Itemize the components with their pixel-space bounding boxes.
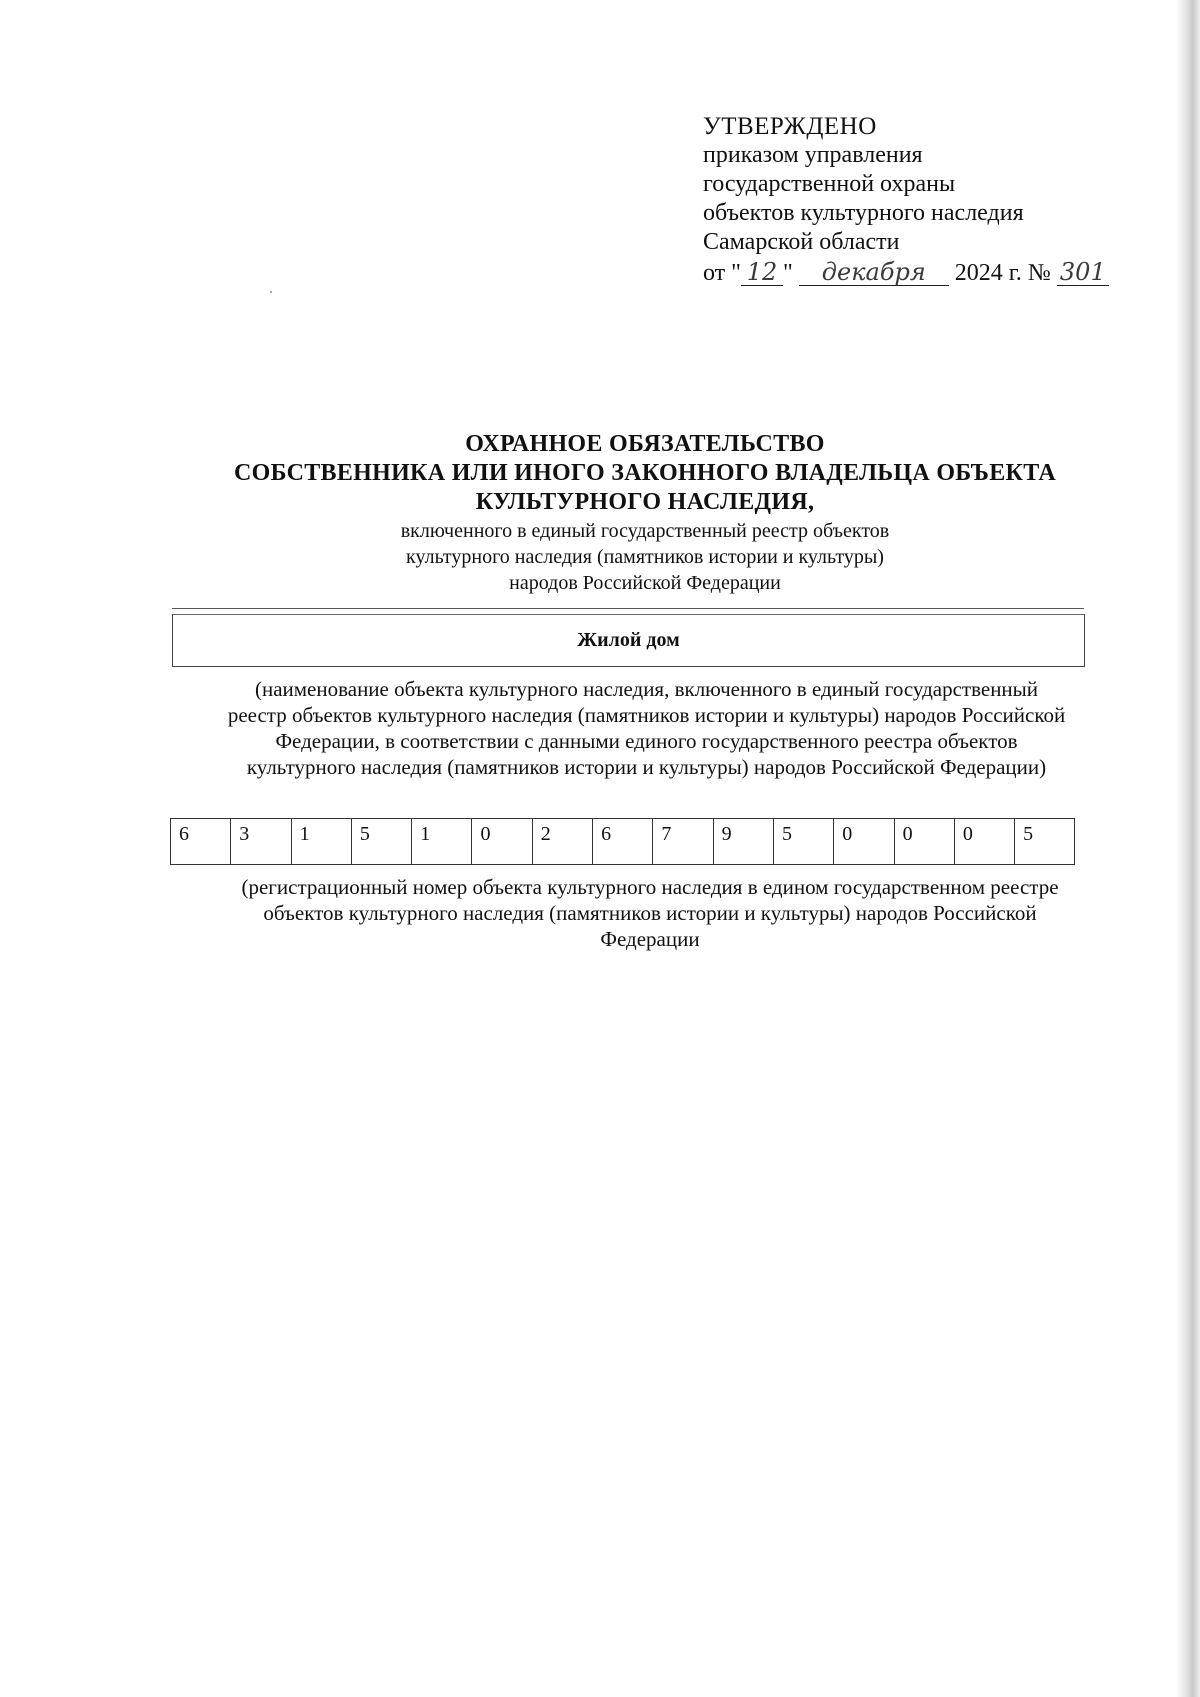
scan-edge (1176, 0, 1200, 1697)
registration-digit: 1 (412, 819, 472, 865)
registration-number-table (170, 818, 1075, 865)
approval-line-4: Самарской области (703, 229, 900, 255)
date-quote: " (782, 260, 793, 286)
registration-digit: 5 (773, 819, 833, 865)
subheading-line-2: культурного наследия (памятников истории и культуры) (406, 546, 884, 568)
approval-title: УТВЕРЖДЕНО (703, 113, 877, 140)
registration-digit: 1 (291, 819, 351, 865)
subheading-line-3: народов Российской Федерации (509, 572, 781, 594)
registration-digit: 2 (532, 819, 592, 865)
handwritten-order-number: 301 (1057, 259, 1109, 286)
registration-digit: 0 (894, 819, 954, 865)
registration-digit: 5 (351, 819, 411, 865)
name-caption-line-4: культурного наследия (памятников истории и культуры) народов Российской Федерации) (246, 755, 1047, 779)
object-name: Жилой дом (577, 629, 680, 651)
registration-digit: 0 (954, 819, 1014, 865)
handwritten-day: 12 (741, 259, 783, 286)
handwritten-month: декабря (799, 259, 949, 286)
heading-line-2: СОБСТВЕННИКА ИЛИ ИНОГО ЗАКОННОГО ВЛАДЕЛЬЦА ОБЪЕКТА (234, 460, 1056, 486)
reg-caption-line-1: (регистрационный номер объекта культурного наследия в едином государственном реестре (241, 875, 1059, 899)
object-name-caption (170, 676, 1123, 780)
date-prefix: от " (703, 260, 741, 286)
registration-digit: 9 (713, 819, 773, 865)
registration-digit: 6 (593, 819, 653, 865)
approval-date-line (703, 259, 1109, 288)
registration-digit: 3 (231, 819, 291, 865)
registration-digit: 0 (472, 819, 532, 865)
approval-line-3: объектов культурного наследия (703, 200, 1024, 226)
heading-line-1: ОХРАННОЕ ОБЯЗАТЕЛЬСТВО (465, 431, 825, 457)
registration-digit: 6 (171, 819, 231, 865)
subheading-line-1: включенного в единый государственный реестр объектов (400, 520, 890, 542)
reg-caption-line-2: объектов культурного наследия (памятников истории и культуры) народов Российской (263, 901, 1037, 925)
object-name-box (172, 614, 1085, 667)
document-subheading (170, 518, 1120, 596)
registration-number-row (171, 819, 1075, 865)
name-caption-line-1: (наименование объекта культурного наследия, включенного в единый государственный (254, 677, 1039, 701)
approval-block (703, 112, 1109, 288)
approval-line-2: государственной охраны (703, 171, 956, 197)
registration-number-caption (175, 874, 1125, 952)
approval-line-1: приказом управления (703, 142, 923, 168)
registration-digit: 0 (834, 819, 894, 865)
reg-caption-line-3: Федерации (600, 927, 700, 951)
registration-digit: 7 (653, 819, 713, 865)
name-caption-line-3: Федерации, в соответствии с данными единого государственного реестра объектов (275, 729, 1018, 753)
registration-digit: 5 (1015, 819, 1075, 865)
year-text: 2024 г. № (948, 260, 1057, 286)
name-caption-line-2: реестр объектов культурного наследия (памятников истории и культуры) народов Российской (227, 703, 1066, 727)
scan-speck (270, 291, 272, 293)
document-heading (170, 430, 1120, 517)
heading-line-3: КУЛЬТУРНОГО НАСЛЕДИЯ, (475, 489, 815, 515)
